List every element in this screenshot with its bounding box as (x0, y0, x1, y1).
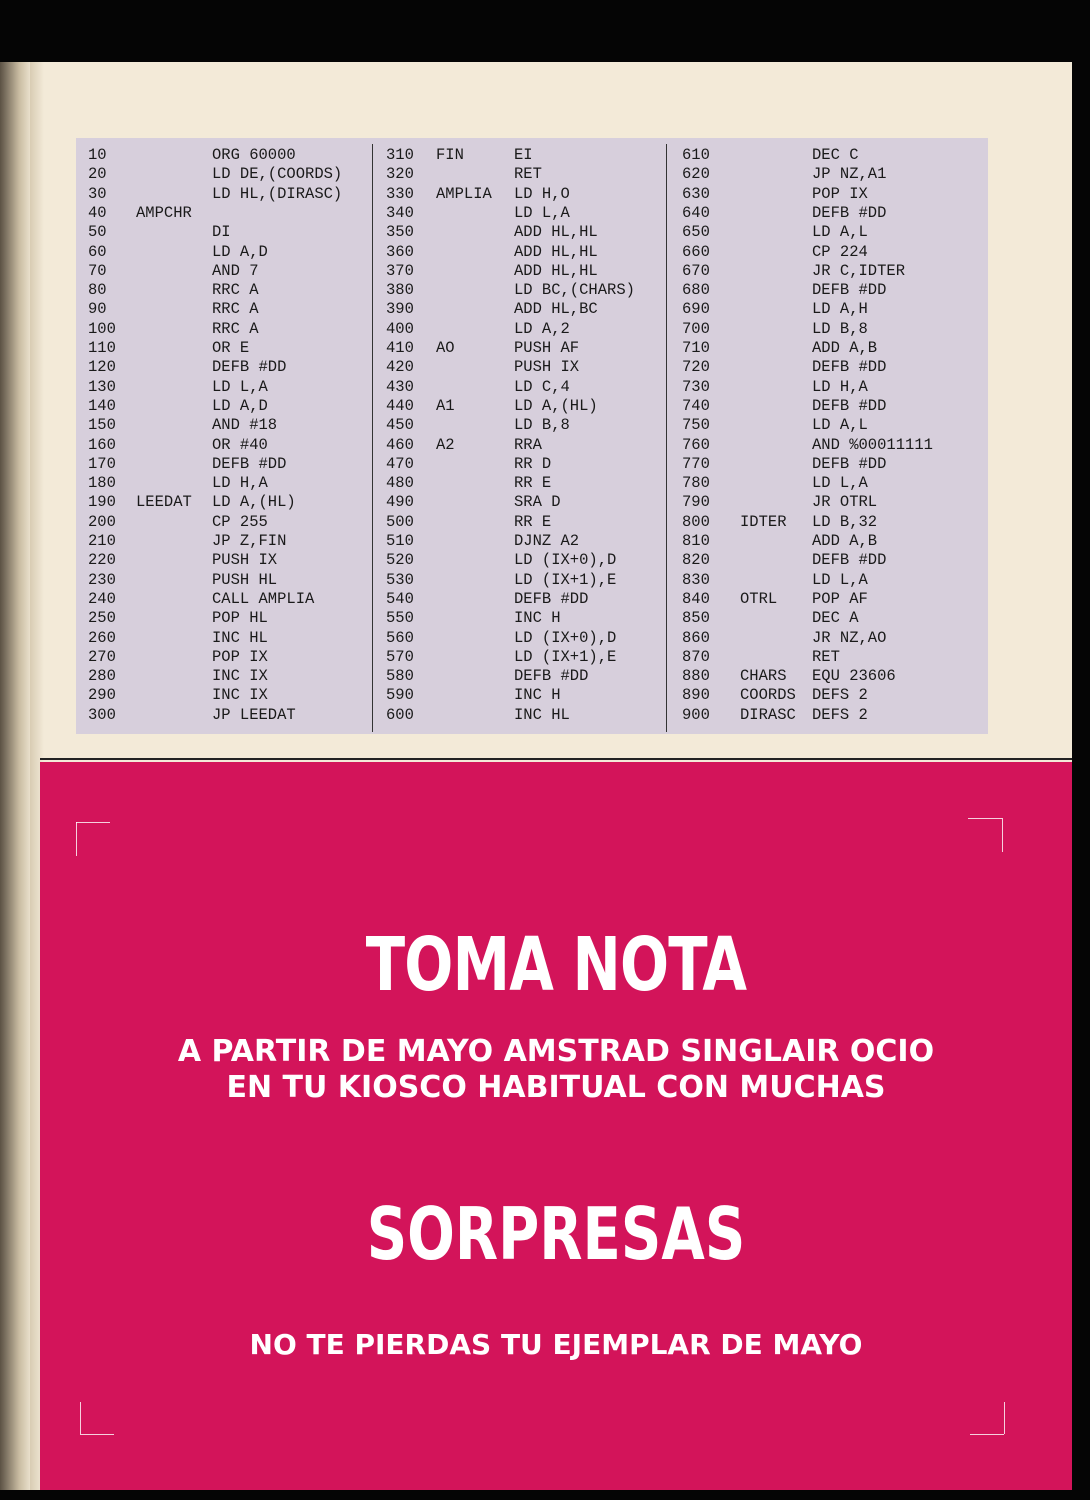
line-instruction: RRC A (212, 281, 259, 300)
line-instruction: AND %00011111 (812, 435, 933, 454)
listing-column-3 (672, 138, 988, 734)
line-instruction: LD BC,(CHARS) (514, 281, 635, 300)
line-number: 90 (88, 300, 107, 319)
line-number: 410 (386, 339, 414, 357)
line-label: A2 (436, 435, 455, 454)
line-instruction: LD A,H (812, 300, 868, 319)
line-number: 760 (682, 435, 710, 454)
line-number: 40 (88, 203, 107, 222)
column-divider (372, 144, 373, 732)
line-instruction: LD (IX+1),E (514, 647, 617, 666)
crop-mark (80, 1402, 81, 1434)
crop-mark (1002, 818, 1003, 852)
line-instruction: PUSH IX (514, 358, 580, 377)
line-instruction: JP Z,FIN (212, 532, 287, 550)
line-number: 300 (88, 705, 116, 724)
line-instruction: RR D (514, 454, 552, 473)
line-instruction: LD H,O (514, 184, 570, 203)
line-number: 630 (682, 184, 710, 203)
line-number: 820 (682, 551, 710, 570)
line-number: 720 (682, 358, 710, 377)
line-instruction: JR NZ,AO (812, 628, 887, 647)
line-number: 570 (386, 647, 414, 666)
line-number: 430 (386, 377, 414, 396)
line-number: 210 (88, 532, 116, 550)
line-number: 500 (386, 512, 414, 531)
line-label: AMPCHR (136, 203, 192, 222)
line-instruction: JP NZ,A1 (812, 165, 887, 184)
line-number: 240 (88, 589, 116, 608)
line-number: 30 (88, 184, 107, 203)
line-instruction: LD (IX+1),E (514, 570, 617, 589)
line-number: 680 (682, 281, 710, 300)
line-instruction: RRC A (212, 319, 259, 338)
line-number: 200 (88, 512, 116, 531)
line-number: 190 (88, 493, 116, 512)
line-instruction: CP 224 (812, 242, 868, 261)
line-number: 50 (88, 223, 107, 242)
line-instruction: DEFB #DD (812, 281, 887, 300)
line-number: 230 (88, 570, 116, 589)
line-instruction: LD A,L (812, 223, 868, 242)
line-instruction: LD (IX+0),D (514, 551, 617, 570)
line-instruction: ADD HL,BC (514, 300, 598, 319)
line-instruction: DJNZ A2 (514, 532, 580, 550)
line-number: 20 (88, 165, 107, 184)
line-instruction: DEC C (812, 146, 859, 164)
promo-subheadline (40, 1034, 1072, 1106)
line-number: 550 (386, 609, 414, 628)
line-instruction: DEFS 2 (812, 705, 868, 724)
line-number: 510 (386, 532, 414, 550)
line-instruction: DEFB #DD (812, 358, 887, 377)
line-number: 10 (88, 146, 107, 164)
line-number: 690 (682, 300, 710, 319)
line-label: IDTER (740, 512, 787, 531)
line-number: 790 (682, 493, 710, 512)
line-instruction: PUSH HL (212, 570, 278, 589)
line-number: 280 (88, 667, 116, 686)
line-number: 770 (682, 454, 710, 473)
line-instruction: DEFB #DD (812, 396, 887, 415)
line-instruction: EI (514, 146, 533, 164)
line-label: LEEDAT (136, 493, 192, 512)
line-instruction: ADD HL,HL (514, 242, 598, 261)
promo-footer: NO TE PIERDAS TU EJEMPLAR DE MAYO (249, 1328, 863, 1361)
line-instruction: DI (212, 223, 231, 242)
line-instruction: LD H,A (812, 377, 868, 396)
line-number: 870 (682, 647, 710, 666)
line-number: 560 (386, 628, 414, 647)
line-number: 620 (682, 165, 710, 184)
line-instruction: DEC A (812, 609, 859, 628)
line-instruction: LD L,A (812, 570, 868, 589)
line-number: 800 (682, 512, 710, 531)
line-instruction: DEFB #DD (212, 358, 287, 377)
line-number: 340 (386, 203, 414, 222)
line-instruction: ADD A,B (812, 339, 878, 357)
line-instruction: LD A,(HL) (514, 396, 598, 415)
line-instruction: INC H (514, 609, 561, 628)
line-number: 640 (682, 203, 710, 222)
line-number: 100 (88, 319, 116, 338)
line-instruction: LD A,L (812, 416, 868, 435)
line-number: 140 (88, 396, 116, 415)
line-instruction: RR E (514, 512, 552, 531)
line-instruction: OR E (212, 339, 250, 357)
line-label: CHARS (740, 667, 787, 686)
line-number: 350 (386, 223, 414, 242)
line-label: COORDS (740, 686, 796, 705)
line-number: 850 (682, 609, 710, 628)
line-instruction: AND #18 (212, 416, 278, 435)
promo-sub-line-1: A PARTIR DE MAYO AMSTRAD SINGLAIR OCIO (177, 1034, 935, 1069)
line-instruction: LD A,(HL) (212, 493, 296, 512)
line-instruction: ADD A,B (812, 532, 878, 550)
line-number: 780 (682, 474, 710, 493)
line-instruction: LD B,8 (812, 319, 868, 338)
line-instruction: ADD HL,HL (514, 261, 598, 280)
promo-sub-line-2: EN TU KIOSCO HABITUAL CON MUCHAS (226, 1070, 886, 1105)
line-number: 130 (88, 377, 116, 396)
line-number: 170 (88, 454, 116, 473)
line-instruction: DEFB #DD (812, 454, 887, 473)
line-number: 330 (386, 184, 414, 203)
line-instruction: INC HL (514, 705, 570, 724)
line-number: 610 (682, 146, 710, 164)
line-number: 600 (386, 705, 414, 724)
line-instruction: LD A,D (212, 242, 268, 261)
line-number: 530 (386, 570, 414, 589)
line-instruction: LD DE,(COORDS) (212, 165, 343, 184)
line-number: 70 (88, 261, 107, 280)
line-number: 110 (88, 339, 116, 357)
crop-mark (76, 822, 77, 856)
line-number: 270 (88, 647, 116, 666)
line-number: 440 (386, 396, 414, 415)
line-number: 860 (682, 628, 710, 647)
line-number: 700 (682, 319, 710, 338)
line-number: 900 (682, 705, 710, 724)
line-instruction: INC HL (212, 628, 268, 647)
line-number: 730 (682, 377, 710, 396)
crop-mark (80, 1434, 114, 1435)
line-instruction: LD A,2 (514, 319, 570, 338)
line-instruction: RRA (514, 435, 542, 454)
line-instruction: LD B,32 (812, 512, 878, 531)
line-number: 250 (88, 609, 116, 628)
section-rule (40, 758, 1072, 760)
line-instruction: LD H,A (212, 474, 268, 493)
line-instruction: DEFB #DD (514, 589, 589, 608)
crop-mark (1004, 1402, 1005, 1434)
line-number: 80 (88, 281, 107, 300)
line-instruction: LD L,A (812, 474, 868, 493)
line-number: 380 (386, 281, 414, 300)
line-number: 450 (386, 416, 414, 435)
line-number: 490 (386, 493, 414, 512)
line-instruction: DEFB #DD (812, 203, 887, 222)
line-number: 60 (88, 242, 107, 261)
line-number: 540 (386, 589, 414, 608)
line-number: 460 (386, 435, 414, 454)
line-number: 890 (682, 686, 710, 705)
line-number: 470 (386, 454, 414, 473)
line-number: 750 (682, 416, 710, 435)
crop-mark (76, 822, 110, 823)
line-number: 150 (88, 416, 116, 435)
line-number: 830 (682, 570, 710, 589)
promo-banner (40, 762, 1072, 1490)
line-instruction: JR OTRL (812, 493, 878, 512)
line-number: 650 (682, 223, 710, 242)
crop-mark (970, 1434, 1004, 1435)
line-label: A1 (436, 396, 455, 415)
line-instruction: POP HL (212, 609, 268, 628)
line-number: 580 (386, 667, 414, 686)
line-instruction: LD HL,(DIRASC) (212, 184, 343, 203)
line-number: 480 (386, 474, 414, 493)
line-instruction: POP IX (812, 184, 868, 203)
line-instruction: JP LEEDAT (212, 705, 296, 724)
listing-column-1 (76, 138, 372, 734)
line-label: OTRL (740, 589, 778, 608)
line-instruction: DEFB #DD (812, 551, 887, 570)
line-instruction: RET (812, 647, 840, 666)
line-number: 180 (88, 474, 116, 493)
line-instruction: JR C,IDTER (812, 261, 906, 280)
line-number: 740 (682, 396, 710, 415)
line-number: 880 (682, 667, 710, 686)
line-instruction: RRC A (212, 300, 259, 319)
line-instruction: OR #40 (212, 435, 268, 454)
line-instruction: LD L,A (514, 203, 570, 222)
line-instruction: DEFB #DD (514, 667, 589, 686)
magazine-spine (0, 62, 32, 1490)
line-number: 220 (88, 551, 116, 570)
line-number: 310 (386, 146, 414, 164)
line-number: 390 (386, 300, 414, 319)
line-instruction: LD A,D (212, 396, 268, 415)
line-instruction: LD (IX+0),D (514, 628, 617, 647)
line-instruction: POP AF (812, 589, 868, 608)
promo-headline: TOMA NOTA (365, 922, 747, 1008)
line-number: 290 (88, 686, 116, 705)
line-instruction: ORG 60000 (212, 146, 296, 164)
line-number: 120 (88, 358, 116, 377)
line-instruction: LD C,4 (514, 377, 570, 396)
line-instruction: LD L,A (212, 377, 268, 396)
line-instruction: INC H (514, 686, 561, 705)
line-label: DIRASC (740, 705, 796, 724)
assembly-listing (76, 138, 988, 734)
line-instruction: PUSH AF (514, 339, 580, 357)
line-label: FIN (436, 146, 464, 164)
promo-headline-2: SORPRESAS (366, 1192, 746, 1276)
line-number: 360 (386, 242, 414, 261)
line-number: 420 (386, 358, 414, 377)
line-instruction: AND 7 (212, 261, 259, 280)
line-number: 400 (386, 319, 414, 338)
line-label: AO (436, 339, 455, 357)
line-instruction: INC IX (212, 686, 268, 705)
column-divider (666, 144, 667, 732)
line-number: 260 (88, 628, 116, 647)
line-number: 810 (682, 532, 710, 550)
line-instruction: SRA D (514, 493, 561, 512)
line-number: 670 (682, 261, 710, 280)
line-label: AMPLIA (436, 184, 492, 203)
line-number: 520 (386, 551, 414, 570)
line-instruction: CP 255 (212, 512, 268, 531)
line-instruction: ADD HL,HL (514, 223, 598, 242)
line-instruction: RET (514, 165, 542, 184)
line-instruction: DEFB #DD (212, 454, 287, 473)
line-instruction: EQU 23606 (812, 667, 896, 686)
line-instruction: PUSH IX (212, 551, 278, 570)
line-number: 590 (386, 686, 414, 705)
line-number: 160 (88, 435, 116, 454)
line-number: 320 (386, 165, 414, 184)
crop-mark (968, 818, 1002, 819)
line-number: 710 (682, 339, 710, 357)
line-instruction: POP IX (212, 647, 268, 666)
line-number: 660 (682, 242, 710, 261)
listing-column-2 (376, 138, 664, 734)
line-instruction: DEFS 2 (812, 686, 868, 705)
line-instruction: LD B,8 (514, 416, 570, 435)
line-instruction: RR E (514, 474, 552, 493)
line-instruction: CALL AMPLIA (212, 589, 315, 608)
line-number: 840 (682, 589, 710, 608)
line-instruction: INC IX (212, 667, 268, 686)
line-number: 370 (386, 261, 414, 280)
